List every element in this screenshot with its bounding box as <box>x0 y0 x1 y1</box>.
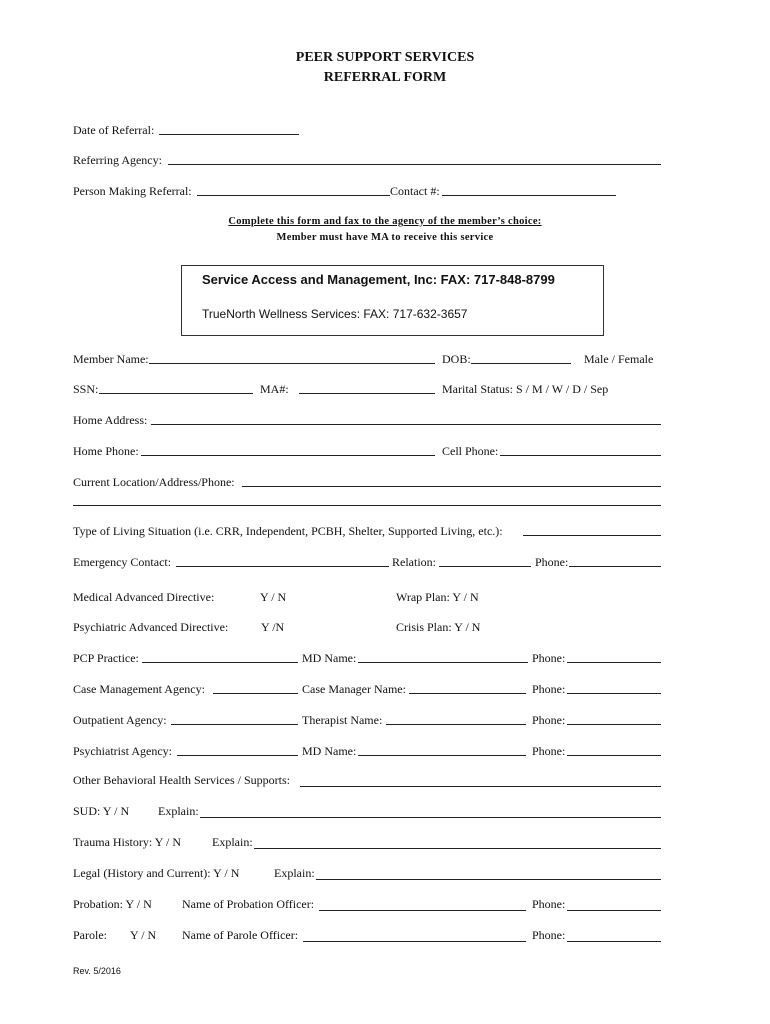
case-management-agency-label: Case Management Agency: <box>73 682 205 696</box>
fax-line-sam: Service Access and Management, Inc: FAX: 717-848-8799 <box>202 272 555 287</box>
ssn-field[interactable] <box>99 393 253 394</box>
pcp-md-name-field[interactable] <box>358 662 528 663</box>
marital-status-options[interactable]: Marital Status: S / M / W / D / Sep <box>442 382 609 396</box>
pcp-practice-field[interactable] <box>142 662 298 663</box>
ssn-label: SSN: <box>73 382 99 396</box>
emergency-phone-label: Phone: <box>535 555 569 569</box>
other-bh-services-field[interactable] <box>300 786 661 787</box>
sud-explain-field[interactable] <box>200 817 661 818</box>
emergency-phone-field[interactable] <box>569 566 661 567</box>
trauma-history-options[interactable]: Trauma History: Y / N <box>73 835 181 849</box>
person-making-referral-label: Person Making Referral: <box>73 184 192 198</box>
psychiatric-directive-label: Psychiatric Advanced Directive: <box>73 620 229 634</box>
case-management-agency-field[interactable] <box>213 693 298 694</box>
current-location-field[interactable] <box>242 486 661 487</box>
sud-options[interactable]: SUD: Y / N <box>73 804 130 818</box>
outpatient-phone-field[interactable] <box>567 724 661 725</box>
referring-agency-field[interactable] <box>168 164 661 165</box>
probation-phone-label: Phone: <box>532 897 566 911</box>
parole-officer-label: Name of Parole Officer: <box>182 928 299 942</box>
gender-options[interactable]: Male / Female <box>584 352 654 366</box>
emergency-contact-field[interactable] <box>176 566 389 567</box>
crisis-plan-options[interactable]: Crisis Plan: Y / N <box>396 620 481 634</box>
trauma-explain-label: Explain: <box>212 835 253 849</box>
trauma-explain-field[interactable] <box>254 848 661 849</box>
ma-field[interactable] <box>299 393 435 394</box>
psychiatrist-md-name-field[interactable] <box>358 755 526 756</box>
relation-label: Relation: <box>392 555 436 569</box>
medical-directive-options[interactable]: Y / N <box>260 590 287 604</box>
outpatient-agency-label: Outpatient Agency: <box>73 713 167 727</box>
date-of-referral-field[interactable] <box>159 134 299 135</box>
form-subtitle: REFERRAL FORM <box>323 70 447 85</box>
revision-note: Rev. 5/2016 <box>73 966 121 976</box>
parole-label: Parole: <box>73 928 107 942</box>
referring-agency-label: Referring Agency: <box>73 153 162 167</box>
home-phone-label: Home Phone: <box>73 444 139 458</box>
psychiatrist-phone-label: Phone: <box>532 744 566 758</box>
probation-officer-label: Name of Probation Officer: <box>182 897 315 911</box>
emergency-contact-label: Emergency Contact: <box>73 555 172 569</box>
living-situation-field[interactable] <box>523 535 661 536</box>
psychiatrist-md-name-label: MD Name: <box>302 744 357 758</box>
person-making-referral-field[interactable] <box>197 195 390 196</box>
pcp-phone-label: Phone: <box>532 651 566 665</box>
form-title: PEER SUPPORT SERVICES <box>295 50 475 65</box>
psychiatrist-phone-field[interactable] <box>567 755 661 756</box>
home-phone-field[interactable] <box>141 455 435 456</box>
other-bh-services-label: Other Behavioral Health Services / Supports: <box>73 773 290 787</box>
parole-phone-field[interactable] <box>567 941 661 942</box>
probation-officer-field[interactable] <box>319 910 526 911</box>
pcp-practice-label: PCP Practice: <box>73 651 139 665</box>
legal-explain-label: Explain: <box>274 866 315 880</box>
case-manager-name-field[interactable] <box>409 693 526 694</box>
probation-phone-field[interactable] <box>567 910 661 911</box>
therapist-name-field[interactable] <box>386 724 526 725</box>
dob-label: DOB: <box>442 352 471 366</box>
case-manager-name-label: Case Manager Name: <box>302 682 406 696</box>
case-phone-field[interactable] <box>567 693 661 694</box>
psychiatrist-agency-label: Psychiatrist Agency: <box>73 744 172 758</box>
outpatient-agency-field[interactable] <box>171 724 298 725</box>
case-phone-label: Phone: <box>532 682 566 696</box>
living-situation-label: Type of Living Situation (i.e. CRR, Independent, PCBH, Shelter, Supported Living, etc.): <box>73 524 503 538</box>
parole-officer-field[interactable] <box>303 941 526 942</box>
current-location-field-2[interactable] <box>73 505 661 506</box>
dob-field[interactable] <box>471 363 571 364</box>
instruction-line-1: Complete this form and fax to the agency of the member’s choice: <box>228 216 542 227</box>
parole-phone-label: Phone: <box>532 928 566 942</box>
member-name-field[interactable] <box>149 363 435 364</box>
wrap-plan-options[interactable]: Wrap Plan: Y / N <box>396 590 479 604</box>
date-of-referral-label: Date of Referral: <box>73 123 155 137</box>
contact-label: Contact #: <box>390 184 440 198</box>
psychiatrist-agency-field[interactable] <box>177 755 298 756</box>
pcp-md-name-label: MD Name: <box>302 651 357 665</box>
probation-options[interactable]: Probation: Y / N <box>73 897 152 911</box>
cell-phone-field[interactable] <box>500 455 661 456</box>
member-name-label: Member Name: <box>73 352 149 366</box>
relation-field[interactable] <box>439 566 531 567</box>
home-address-field[interactable] <box>151 424 661 425</box>
instruction-line-2: Member must have MA to receive this service <box>276 232 494 243</box>
sud-explain-label: Explain: <box>158 804 199 818</box>
medical-directive-label: Medical Advanced Directive: <box>73 590 215 604</box>
pcp-phone-field[interactable] <box>567 662 661 663</box>
outpatient-phone-label: Phone: <box>532 713 566 727</box>
contact-field[interactable] <box>442 195 616 196</box>
home-address-label: Home Address: <box>73 413 148 427</box>
legal-explain-field[interactable] <box>316 879 661 880</box>
current-location-label: Current Location/Address/Phone: <box>73 475 235 489</box>
psychiatric-directive-options[interactable]: Y /N <box>261 620 285 634</box>
therapist-name-label: Therapist Name: <box>302 713 383 727</box>
parole-options[interactable]: Y / N <box>130 928 157 942</box>
fax-line-truenorth: TrueNorth Wellness Services: FAX: 717-632-3657 <box>202 307 468 321</box>
legal-history-options[interactable]: Legal (History and Current): Y / N <box>73 866 240 880</box>
cell-phone-label: Cell Phone: <box>442 444 499 458</box>
ma-label: MA#: <box>260 382 289 396</box>
